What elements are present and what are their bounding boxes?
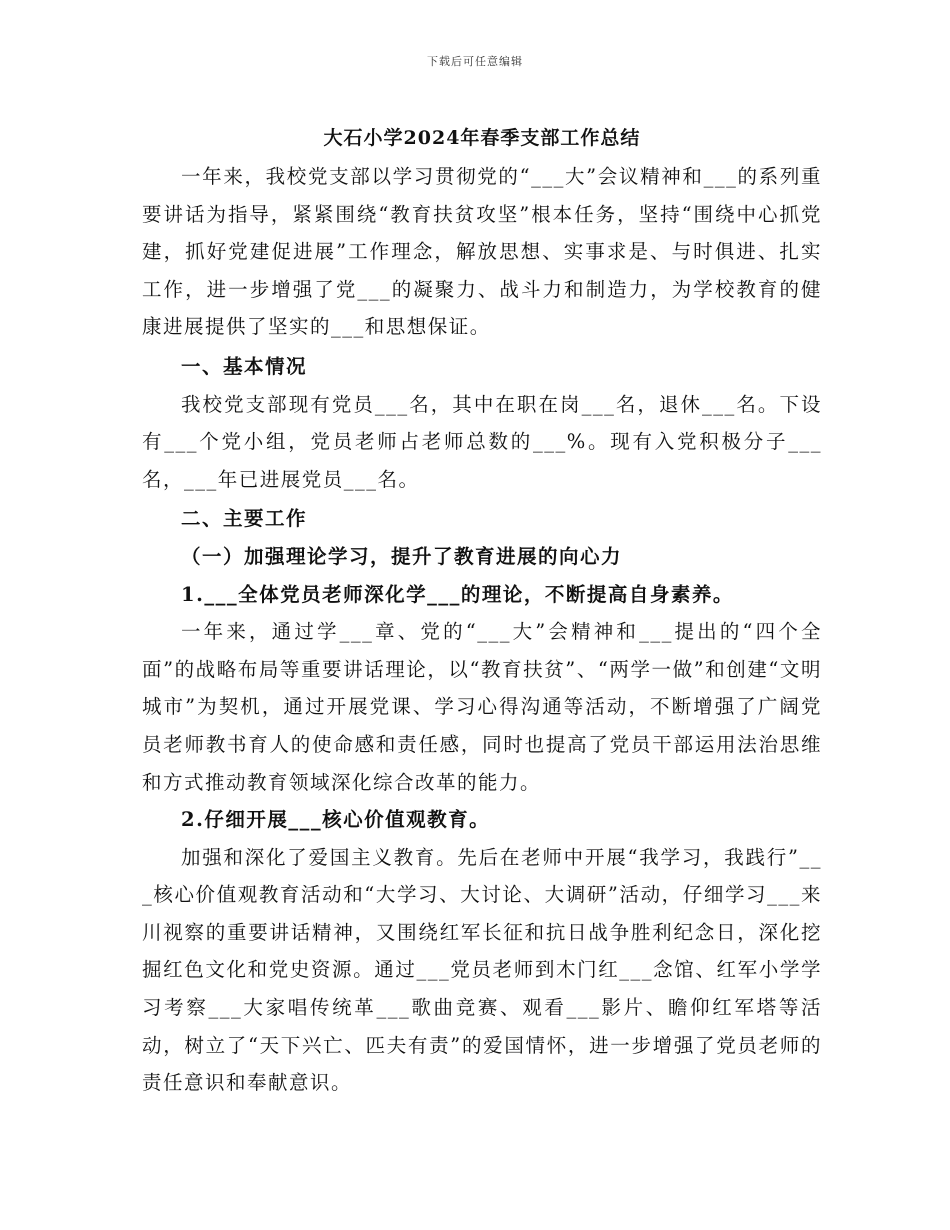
item-2-paragraph: 加强和深化了爱国主义教育。先后在老师中开展“我学习，我践行”___核心价值观教育活动和“大学习、大讨论、大调研”活动，仔细学习___来川视察的重要讲话精神，又围绕红军长征和抗日战争胜利纪念日，深化挖掘红色文化和党史资源。通过___党员老师到木门红___念馆、红军小学学习考察___大家唱传统革___歌曲竞赛、观看___影片、瞻仰红军塔等活动，树立了“天下兴亡、匹夫有责”的爱国情怀，进一步增强了党员老师的责任意识和奉献意识。 [142, 845, 822, 1095]
document-title: 大石小学2024年春季支部工作总结 [323, 127, 641, 149]
item-1-paragraph: 一年来，通过学___章、党的“___大”会精神和___提出的“四个全面”的战略布局等重要讲话理论，以“教育扶贫”、“两学一做”和创建“文明城市”为契机，通过开展党课、学习心得沟通等活动，不断增强了广阔党员老师教书育人的使命感和责任感，同时也提高了党员干部运用法治思维和方式推动教育领域深化综合改革的能力。 [142, 620, 822, 794]
document-body [142, 118, 822, 1102]
basic-info-paragraph: 我校党支部现有党员___名，其中在职在岗___名，退休___名。下设有___个党小组，党员老师占老师总数的___%。现有入党积极分子___名，___年已进展党员___名。 [142, 392, 822, 491]
item-heading-2: 2.仔细开展___核心价值观教育。 [181, 808, 491, 832]
intro-paragraph: 一年来，我校党支部以学习贯彻党的“___大”会议精神和___的系列重要讲话为指导，紧紧围绕“教育扶贫攻坚”根本任务，坚持“围绕中心抓党建，抓好党建促进展”工作理念，解放思想、实事求是、与时俱进、扎实工作，进一步增强了党___的凝聚力、战斗力和制造力，为学校教育的健康进展提供了坚实的___和思想保证。 [142, 165, 822, 339]
header-note: 下载后可任意编辑 [427, 55, 523, 68]
item-heading-1: 1.___全体党员老师深化学___的理论，不断提高自身素养。 [181, 582, 734, 606]
section-heading-main-work: 二、主要工作 [181, 507, 308, 531]
section-heading-basic-info: 一、基本情况 [181, 354, 308, 378]
subsection-heading-theory-study: （一）加强理论学习，提升了教育进展的向心力 [181, 544, 623, 568]
